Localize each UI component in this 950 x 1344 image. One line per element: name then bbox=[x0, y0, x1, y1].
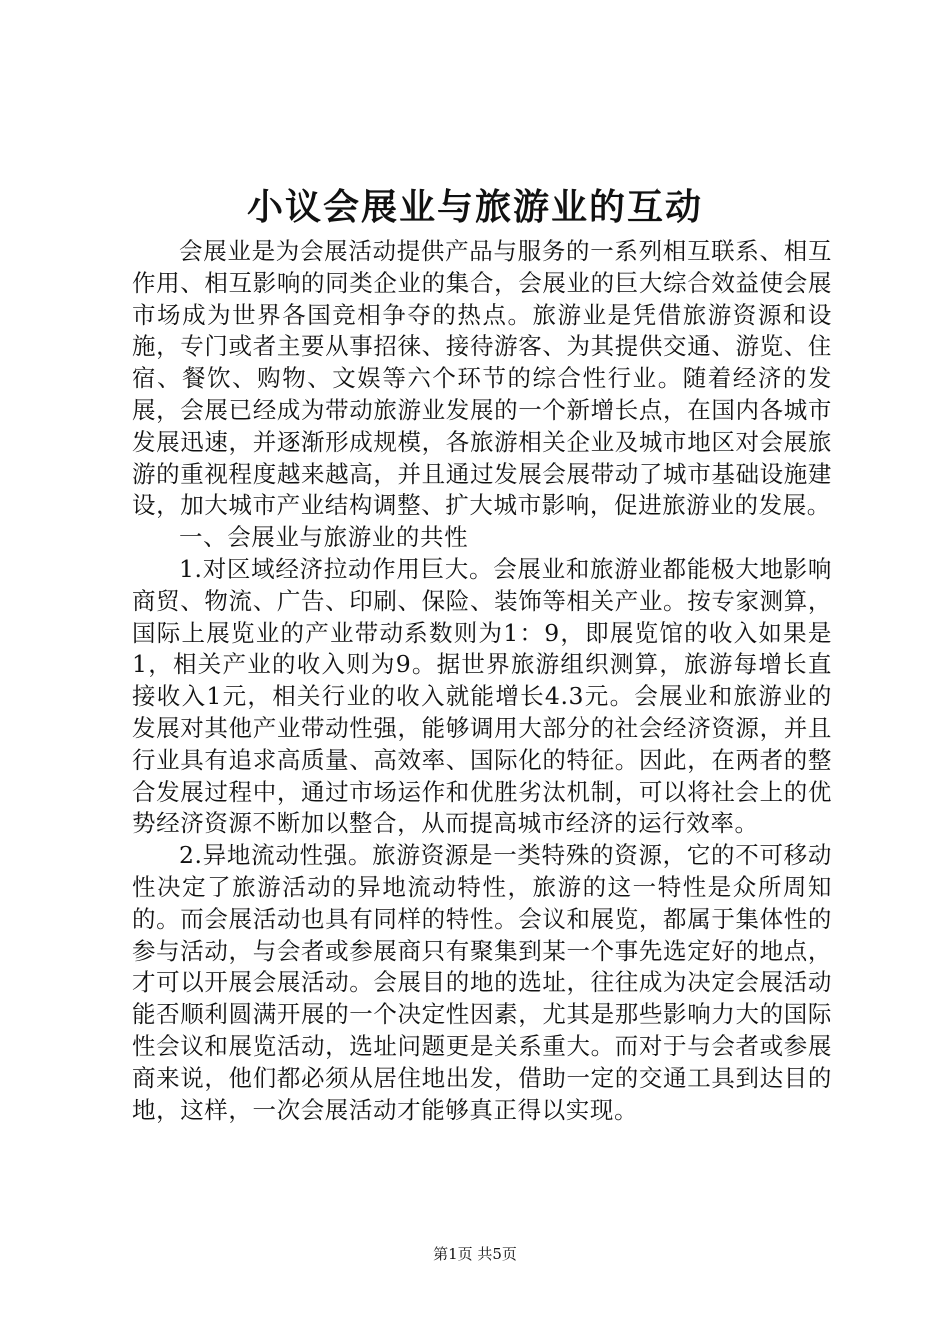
document-title: 小议会展业与旅游业的互动 bbox=[246, 186, 703, 228]
document-body bbox=[132, 236, 832, 1126]
section-heading: 一、会展业与旅游业的共性 bbox=[179, 523, 469, 552]
paragraph-intro: 会展业是为会展活动提供产品与服务的一系列相互联系、相互作用、相互影响的同类企业的集合，会展业的巨大综合效益使会展市场成为世界各国竞相争夺的热点。旅游业是凭借旅游资源和设施，专门或者主要从事招徕、接待游客、为其提供交通、游览、住宿、餐饮、购物、文娱等六个环节的综合性行业。随着经济的发展，会展已经成为带动旅游业发展的一个新增长点，在国内各城市发展迅速，并逐渐形成规模，各旅游相关企业及城市地区对会展旅游的重视程度越来越高，并且通过发展会展带动了城市基础设施建设，加大城市产业结构调整、扩大城市影响，促进旅游业的发展。 bbox=[132, 237, 832, 520]
paragraph-point-2: 2.异地流动性强。旅游资源是一类特殊的资源，它的不可移动性决定了旅游活动的异地流动特性，旅游的这一特性是众所周知的。而会展活动也具有同样的特性。会议和展览，都属于集体性的参与活动，与会者或参展商只有聚集到某一个事先选定好的地点，才可以开展会展活动。会展目的地的选址，往往成为决定会展活动能否顺利圆满开展的一个决定性因素，尤其是那些影响力大的国际性会议和展览活动，选址问题更是关系重大。而对于与会者或参展商来说，他们都必须从居住地出发，借助一定的交通工具到达目的地，这样，一次会展活动才能够真正得以实现。 bbox=[132, 841, 832, 1124]
paragraph-point-1: 1.对区域经济拉动作用巨大。会展业和旅游业都能极大地影响商贸、物流、广告、印刷、保险、装饰等相关产业。按专家测算，国际上展览业的产业带动系数则为1：9，即展览馆的收入如果是1，相关产业的收入则为9。据世界旅游组织测算，旅游每增长直接收入1元，相关行业的收入就能增长4.3元。会展业和旅游业的发展对其他产业带动性强，能够调用大部分的社会经济资源，并且行业具有追求高质量、高效率、国际化的特征。因此，在两者的整合发展过程中，通过市场运作和优胜劣汰机制，可以将社会上的优势经济资源不断加以整合，从而提高城市经济的运行效率。 bbox=[132, 554, 832, 838]
page-number-footer: 第1页 共5页 bbox=[433, 1245, 517, 1263]
